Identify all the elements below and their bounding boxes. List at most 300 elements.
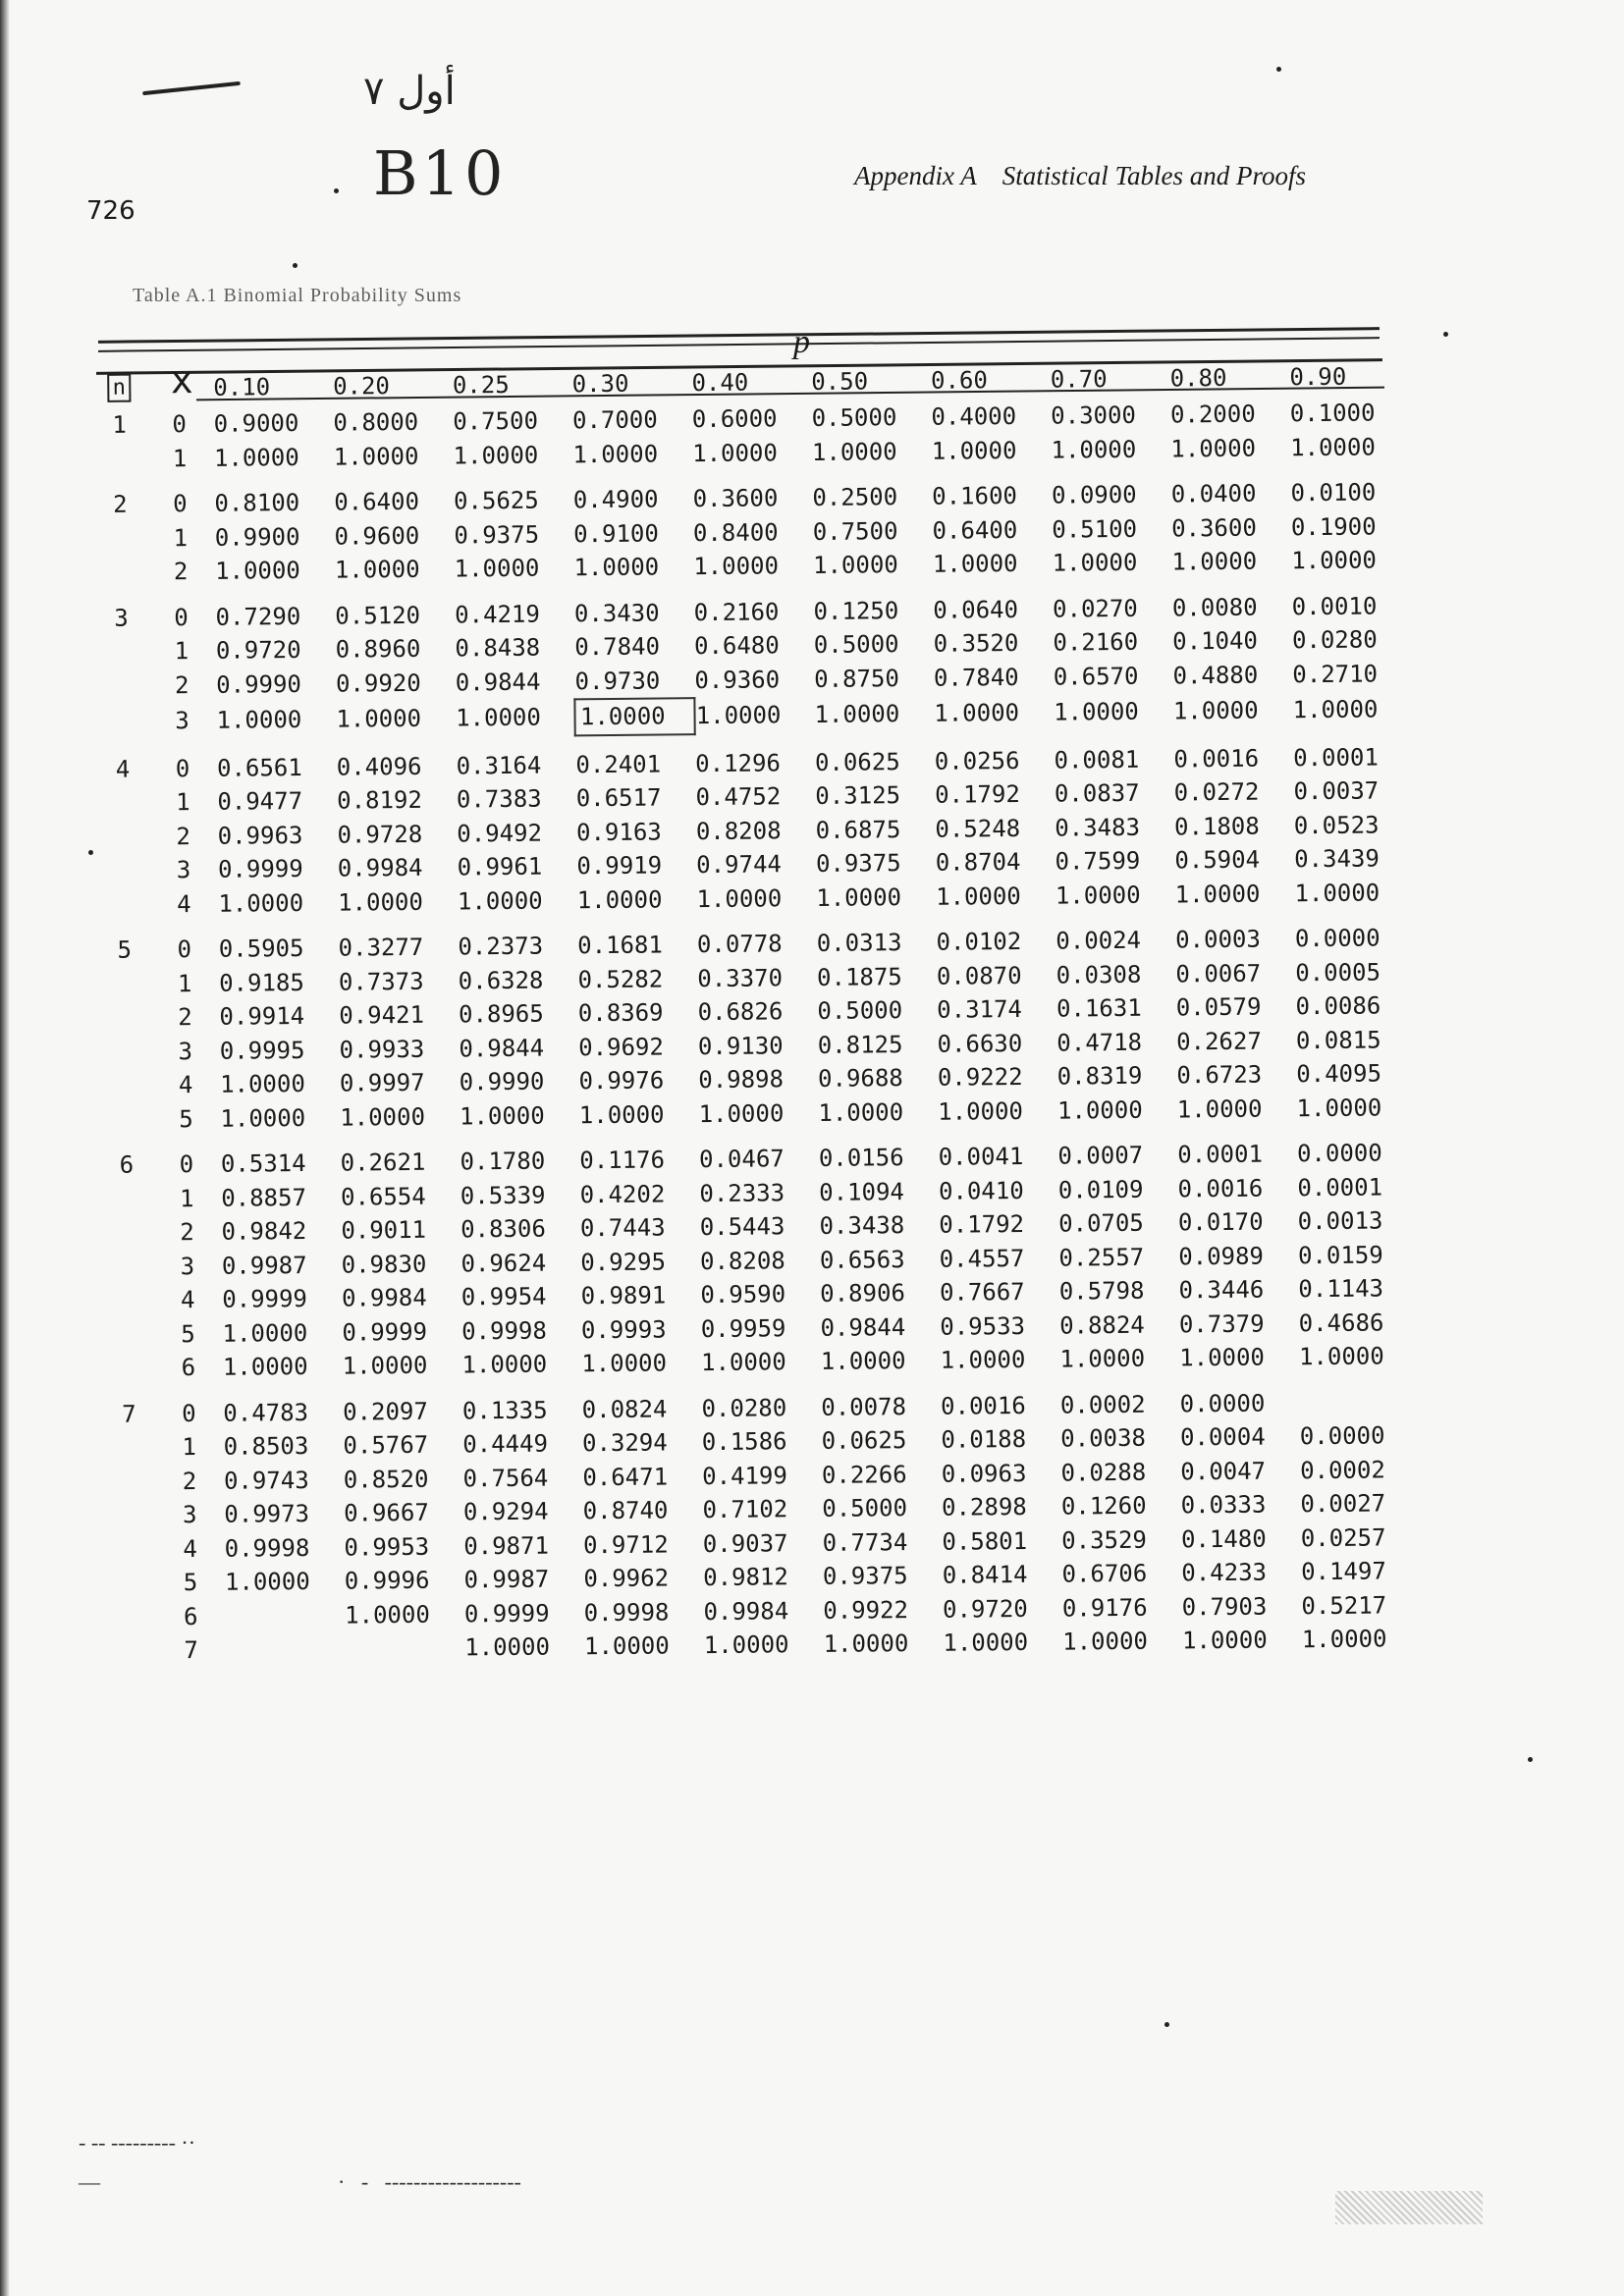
p-column-header: 0.25: [452, 370, 510, 400]
value-cell: 0.6328: [458, 966, 544, 995]
value-cell: 0.3600: [1170, 513, 1257, 543]
value-cell: 0.9712: [582, 1530, 669, 1560]
value-cell: 0.3438: [819, 1211, 905, 1241]
value-cell: 0.8400: [692, 518, 779, 547]
value-cell: 0.0102: [936, 928, 1022, 957]
value-cell: 0.0467: [698, 1145, 785, 1174]
value-cell: 1.0000: [1055, 881, 1141, 910]
n-cell: [105, 1532, 156, 1567]
n-cell: [104, 1498, 155, 1532]
x-cell: 2: [174, 671, 189, 700]
x-cell: 5: [179, 1104, 193, 1133]
value-cell: 0.3294: [581, 1428, 668, 1458]
value-cell: 0.9999: [342, 1317, 428, 1347]
value-cell: 0.2710: [1292, 660, 1379, 689]
x-cell: 1: [176, 788, 190, 817]
n-cell: 7: [121, 1400, 136, 1428]
value-cell: 1.0000: [334, 556, 420, 584]
value-cell: 1.0000: [220, 1103, 306, 1133]
value-cell: 0.9830: [341, 1250, 427, 1279]
value-cell: 0.9720: [942, 1594, 1028, 1624]
value-cell: 0.3125: [815, 781, 901, 811]
value-cell: 0.6826: [697, 997, 784, 1027]
value-cell: 1.0000: [1053, 698, 1139, 726]
running-head-appendix: Appendix A: [854, 161, 977, 190]
value-cell: 1.0000: [814, 700, 900, 729]
value-cell: 0.1260: [1060, 1492, 1147, 1521]
value-cell: 1.0000: [700, 1348, 786, 1377]
value-cell: 0.0100: [1290, 478, 1377, 507]
speck: [1443, 332, 1448, 337]
value-cell: 0.5798: [1058, 1277, 1145, 1306]
value-cell: 0.3000: [1051, 401, 1137, 430]
value-cell: 1.0000: [1052, 549, 1138, 577]
value-cell: 0.8857: [221, 1183, 307, 1212]
value-cell: 0.8208: [699, 1247, 785, 1275]
value-cell: 0.9959: [700, 1314, 786, 1343]
value-cell: 1.0000: [823, 1629, 909, 1659]
value-cell: 0.7667: [939, 1278, 1025, 1308]
value-cell: [345, 1630, 464, 1666]
n-cell: [96, 703, 147, 739]
value-cell: 0.0410: [938, 1176, 1024, 1205]
p-column-header: 0.50: [811, 367, 869, 396]
n-cell: [97, 785, 148, 820]
value-cell: 1.0000: [454, 554, 540, 583]
value-cell: 0.0041: [938, 1143, 1024, 1172]
value-cell: 1.0000: [1289, 433, 1376, 462]
x-cell: 4: [183, 1534, 198, 1563]
value-cell: 0.9898: [698, 1065, 785, 1095]
value-cell: 0.5905: [218, 934, 304, 964]
value-cell: 0.6563: [819, 1245, 905, 1274]
value-cell: 1.0000: [453, 441, 539, 470]
value-cell: 0.6630: [937, 1029, 1023, 1058]
value-cell: 0.9000: [213, 409, 299, 439]
value-cell: 0.9920: [335, 669, 421, 698]
value-cell: 0.4752: [695, 782, 782, 812]
n-cell: [102, 1317, 153, 1352]
value-cell: 0.7500: [812, 516, 898, 546]
value-cell: 0.4718: [1056, 1028, 1143, 1057]
value-cell: 0.9360: [694, 666, 781, 695]
value-cell: 0.9922: [823, 1595, 909, 1625]
value-cell: 0.9222: [937, 1063, 1023, 1093]
value-cell: 0.8824: [1058, 1310, 1145, 1340]
value-cell: 0.0016: [1177, 1174, 1264, 1203]
value-cell: 0.2160: [1053, 628, 1139, 657]
value-cell: 0.7734: [822, 1527, 908, 1557]
value-cell: 0.3483: [1055, 813, 1141, 842]
n-cell: 3: [114, 604, 129, 632]
handwritten-note: أول ٧: [363, 69, 456, 114]
value-cell: 0.8319: [1056, 1062, 1143, 1091]
value-cell: 0.9477: [217, 787, 303, 817]
n-cell: [104, 1465, 155, 1499]
value-cell: 0.3430: [573, 599, 660, 628]
n-cell: [100, 1102, 151, 1137]
value-cell: 0.2621: [340, 1148, 426, 1177]
value-cell: 0.0778: [696, 930, 783, 959]
value-cell: 0.1176: [579, 1146, 666, 1175]
value-cell: 0.0400: [1170, 479, 1257, 508]
handwritten-class-mark: B10: [373, 137, 508, 209]
n-cell: [95, 555, 146, 589]
value-cell: 1.0000: [1059, 1345, 1146, 1373]
x-cell: 0: [179, 1150, 194, 1179]
value-cell: 0.9919: [576, 851, 663, 881]
value-cell: 0.0016: [1173, 744, 1260, 774]
value-cell: 0.0257: [1300, 1523, 1386, 1552]
value-cell: 0.0815: [1295, 1026, 1381, 1055]
p-column-header: 0.40: [691, 368, 749, 398]
value-cell: 0.7903: [1181, 1592, 1268, 1622]
value-cell: 0.9891: [580, 1281, 667, 1310]
value-cell: 0.1780: [460, 1147, 546, 1176]
value-cell: 0.6706: [1061, 1560, 1148, 1588]
value-cell: 0.1681: [577, 931, 664, 960]
value-cell: 0.8306: [460, 1214, 546, 1244]
n-cell: [94, 442, 145, 476]
value-cell: 0.0007: [1057, 1142, 1144, 1170]
value-cell: 1.0000: [213, 443, 299, 472]
n-cell: 4: [115, 755, 131, 783]
n-column-header: n: [93, 355, 145, 408]
value-cell: 1.0000: [464, 1632, 551, 1662]
value-cell: 1.0000: [693, 552, 780, 581]
value-cell: 1.0000: [222, 1318, 308, 1348]
value-cell: 0.9375: [822, 1562, 908, 1591]
value-cell: 0.1900: [1290, 512, 1377, 542]
speck: [1164, 2022, 1169, 2027]
x-cell: 4: [180, 1286, 195, 1314]
value-cell: 1.0000: [578, 1100, 665, 1130]
value-cell: 1.0000: [1174, 880, 1261, 909]
value-cell: 0.9844: [820, 1312, 906, 1342]
value-cell: 1.0000: [220, 1070, 305, 1099]
value-cell: 1.0000: [573, 553, 660, 582]
x-cell: 3: [175, 707, 189, 735]
value-cell: 0.0159: [1297, 1241, 1383, 1270]
value-cell: 0.8192: [337, 786, 422, 815]
x-cell: 4: [177, 889, 191, 918]
x-cell: 1: [172, 444, 188, 472]
value-cell: 0.4219: [455, 600, 540, 629]
value-cell: 0.0313: [816, 929, 902, 958]
value-cell: 0.9995: [219, 1036, 305, 1065]
value-cell: 0.0333: [1180, 1490, 1267, 1520]
n-cell: 2: [113, 490, 128, 519]
value-cell: 0.7383: [456, 784, 542, 814]
smudge-mark: [1335, 2191, 1483, 2224]
value-cell: 0.7102: [702, 1495, 788, 1524]
value-cell: 0.0003: [1175, 925, 1261, 954]
value-cell: 0.1094: [819, 1177, 905, 1206]
value-cell: 0.0047: [1180, 1457, 1267, 1486]
p-column-header: 0.70: [1050, 365, 1108, 394]
value-cell: 0.2557: [1058, 1243, 1145, 1272]
x-cell: 2: [180, 1218, 194, 1247]
value-cell: 1.0000: [581, 1349, 668, 1378]
value-cell: 0.6570: [1053, 663, 1139, 691]
value-cell: 0.7379: [1178, 1309, 1265, 1339]
value-cell: 0.5000: [811, 403, 897, 433]
value-cell: 0.8208: [695, 817, 782, 845]
x-column-header: x: [170, 358, 193, 402]
value-cell: 0.9533: [940, 1311, 1026, 1341]
value-cell: 0.9185: [219, 968, 304, 997]
value-cell: 1.0000: [820, 1347, 906, 1376]
value-cell: 0.4202: [579, 1180, 666, 1209]
value-cell: 0.4880: [1172, 661, 1259, 690]
value-cell: 0.9996: [344, 1567, 430, 1595]
value-cell: 0.8704: [935, 848, 1021, 878]
value-cell: 0.6561: [216, 753, 302, 782]
x-cell: 0: [173, 490, 188, 518]
value-cell: 0.9998: [583, 1598, 670, 1628]
x-cell: 3: [182, 1501, 197, 1529]
x-cell: 0: [177, 935, 192, 964]
value-cell: 0.8000: [333, 408, 419, 437]
value-cell: 1.0000: [456, 703, 541, 732]
value-cell: 0.2401: [575, 750, 662, 779]
value-cell: 1.0000: [336, 705, 422, 733]
value-cell: 0.0308: [1056, 960, 1142, 989]
n-cell: [98, 887, 149, 922]
value-cell: 1.0000: [575, 698, 695, 735]
value-cell: 1.0000: [1179, 1343, 1266, 1372]
x-cell: 1: [179, 1184, 194, 1212]
footer-dashes: - -- --------- ··: [79, 2130, 456, 2155]
value-cell: 1.0000: [934, 699, 1020, 728]
n-cell: [105, 1566, 156, 1600]
value-cell: 1.0000: [338, 887, 423, 917]
x-cell: 0: [175, 754, 190, 782]
value-cell: 1.0000: [938, 1096, 1024, 1126]
value-cell: 0.9962: [583, 1564, 670, 1593]
binomial-table-container: [93, 343, 1422, 1668]
value-cell: 0.4686: [1298, 1308, 1384, 1338]
value-cell: 0.9990: [459, 1067, 545, 1096]
page-number: 726: [86, 196, 135, 226]
value-cell: 0.8960: [335, 635, 421, 664]
value-cell: 0.0001: [1177, 1140, 1264, 1169]
value-cell: 0.9130: [697, 1032, 784, 1060]
value-cell: 0.8750: [814, 665, 900, 694]
p-column-header: 0.60: [930, 366, 988, 395]
value-cell: 0.9999: [463, 1599, 550, 1629]
value-cell: 0.0038: [1060, 1424, 1147, 1453]
x-cell: 0: [174, 603, 189, 631]
value-cell: 0.0081: [1054, 745, 1140, 774]
x-cell: 0: [172, 410, 188, 439]
value-cell: 0.9375: [454, 520, 540, 550]
value-cell: 0.4199: [702, 1462, 788, 1490]
running-head: [854, 161, 1306, 191]
value-cell: 0.6517: [575, 783, 662, 813]
value-cell: 0.4557: [939, 1244, 1025, 1273]
value-cell: 0.9900: [214, 522, 300, 552]
value-cell: 0.4449: [462, 1429, 549, 1459]
table-caption: Table A.1 Binomial Probability Sums: [133, 285, 462, 306]
value-cell: 0.9730: [574, 667, 661, 696]
value-cell: 0.8438: [455, 633, 541, 663]
x-cell: 6: [181, 1354, 196, 1382]
value-cell: 1.0000: [1172, 696, 1259, 725]
value-cell: 0.1600: [932, 482, 1018, 511]
x-cell: 1: [177, 969, 192, 997]
value-cell: 0.0900: [1051, 481, 1137, 509]
value-cell: 0.3520: [933, 629, 1019, 659]
value-cell: 0.6480: [693, 631, 780, 661]
value-cell: 0.9743: [223, 1466, 309, 1495]
value-cell: 0.5000: [813, 630, 899, 660]
value-cell: 0.9624: [460, 1249, 547, 1278]
speck: [334, 188, 339, 193]
value-cell: 0.0280: [701, 1394, 787, 1422]
handwritten-scribble: [142, 81, 241, 95]
value-cell: 0.9999: [222, 1285, 308, 1314]
x-cell: 3: [180, 1252, 195, 1280]
value-cell: 1.0000: [340, 1102, 426, 1132]
value-cell: 0.3529: [1061, 1525, 1148, 1555]
value-cell: 1.0000: [940, 1346, 1026, 1375]
running-head-title: Statistical Tables and Proofs: [1001, 161, 1307, 190]
value-cell: 0.4900: [572, 485, 659, 514]
value-cell: 0.5000: [822, 1494, 908, 1523]
value-cell: 0.9844: [459, 1034, 545, 1063]
speck: [293, 263, 298, 268]
value-cell: 0.0824: [581, 1395, 668, 1424]
value-cell: 0.0288: [1060, 1458, 1147, 1487]
value-cell: [1299, 1385, 1419, 1420]
value-cell: 0.9011: [341, 1216, 427, 1245]
value-cell: 0.0523: [1293, 811, 1380, 840]
speck: [88, 850, 93, 855]
n-cell: [95, 521, 146, 556]
value-cell: 0.2097: [343, 1397, 428, 1426]
value-cell: 0.0170: [1177, 1207, 1264, 1237]
value-cell: 1.0000: [1062, 1628, 1149, 1656]
value-cell: 0.1631: [1056, 994, 1142, 1023]
value-cell: 0.5801: [942, 1526, 1028, 1556]
p-axis-label: p: [793, 324, 810, 360]
value-cell: 0.9961: [457, 852, 543, 881]
value-cell: 0.7564: [462, 1464, 549, 1493]
value-cell: 0.0000: [1296, 1139, 1382, 1168]
value-cell: 0.9037: [702, 1529, 788, 1558]
value-cell: 0.5314: [220, 1149, 306, 1179]
value-cell: 0.8369: [577, 998, 664, 1028]
value-cell: 1.0000: [703, 1630, 789, 1660]
value-cell: 0.1792: [939, 1210, 1025, 1240]
value-cell: 0.7599: [1055, 847, 1141, 876]
n-cell: [100, 1035, 151, 1069]
n-cell: [101, 1182, 152, 1216]
value-cell: 0.5443: [699, 1212, 785, 1242]
value-cell: 0.9176: [1061, 1593, 1148, 1623]
value-cell: 0.5625: [453, 486, 539, 515]
value-cell: 1.0000: [1294, 879, 1380, 908]
value-cell: 0.1586: [701, 1427, 787, 1457]
value-cell: 0.9984: [337, 854, 423, 882]
value-cell: 0.9993: [580, 1315, 667, 1345]
n-cell: [99, 1000, 150, 1035]
value-cell: 1.0000: [218, 888, 304, 918]
value-cell: 0.9295: [580, 1248, 667, 1277]
value-cell: 0.9100: [573, 519, 659, 549]
value-cell: 0.8906: [820, 1279, 906, 1308]
value-cell: 0.7443: [579, 1213, 666, 1243]
x-cell: 2: [176, 822, 191, 850]
value-cell: 0.9590: [700, 1280, 786, 1309]
value-cell: 0.9688: [817, 1064, 903, 1094]
p-column-header: 0.20: [332, 372, 391, 400]
value-cell: 0.9990: [216, 670, 302, 700]
x-cell: 1: [182, 1433, 197, 1462]
value-cell: 1.0000: [459, 1101, 545, 1131]
value-cell: 0.3174: [937, 995, 1023, 1025]
x-cell: 0: [181, 1399, 196, 1427]
x-cell: 3: [176, 856, 191, 884]
value-cell: 0.9963: [217, 821, 303, 850]
value-cell: 0.1335: [461, 1396, 548, 1425]
value-cell: 0.7840: [933, 664, 1019, 693]
value-cell: 0.4233: [1181, 1558, 1268, 1587]
value-cell: 1.0000: [812, 551, 898, 580]
value-cell: 0.2373: [458, 932, 544, 961]
value-cell: 1.0000: [1298, 1342, 1384, 1371]
value-cell: 0.9163: [575, 818, 662, 847]
value-cell: 0.9744: [696, 850, 783, 880]
value-cell: 1.0000: [1171, 547, 1258, 576]
value-cell: 0.9998: [461, 1316, 547, 1346]
value-cell: 0.9973: [224, 1500, 310, 1529]
value-cell: 0.9842: [221, 1217, 307, 1247]
value-cell: 0.1000: [1289, 399, 1376, 428]
value-cell: 0.9692: [578, 1033, 665, 1062]
page-edge-shadow: [0, 0, 10, 2296]
n-cell: [96, 634, 147, 668]
value-cell: 1.0000: [696, 884, 783, 913]
value-cell: 0.0086: [1295, 991, 1381, 1021]
value-cell: 0.9375: [815, 849, 901, 879]
value-cell: 1.0000: [224, 1568, 310, 1597]
n-cell: [100, 1068, 151, 1102]
value-cell: 0.2333: [699, 1179, 785, 1207]
value-cell: 0.5339: [460, 1181, 546, 1210]
value-cell: 1.0000: [935, 881, 1021, 911]
value-cell: 0.9720: [215, 636, 301, 666]
p-column-header: 0.10: [213, 373, 271, 401]
table-body: [94, 396, 1422, 1668]
value-cell: 0.8520: [343, 1465, 429, 1494]
value-cell: 0.1875: [816, 962, 902, 991]
value-cell: 1.0000: [333, 442, 419, 471]
value-cell: 0.6400: [932, 515, 1018, 545]
value-cell: 0.8965: [458, 999, 544, 1029]
value-cell: 0.0272: [1173, 777, 1260, 807]
value-cell: 0.0005: [1295, 958, 1381, 988]
value-cell: 0.1792: [934, 780, 1020, 810]
value-cell: 0.9997: [339, 1069, 425, 1097]
value-cell: 0.5767: [343, 1431, 429, 1460]
value-cell: 0.0002: [1059, 1390, 1146, 1419]
value-cell: 0.1250: [813, 596, 899, 625]
value-cell: 0.9984: [703, 1597, 789, 1626]
value-cell: 0.0837: [1054, 779, 1140, 808]
value-cell: 1.0000: [816, 882, 902, 912]
